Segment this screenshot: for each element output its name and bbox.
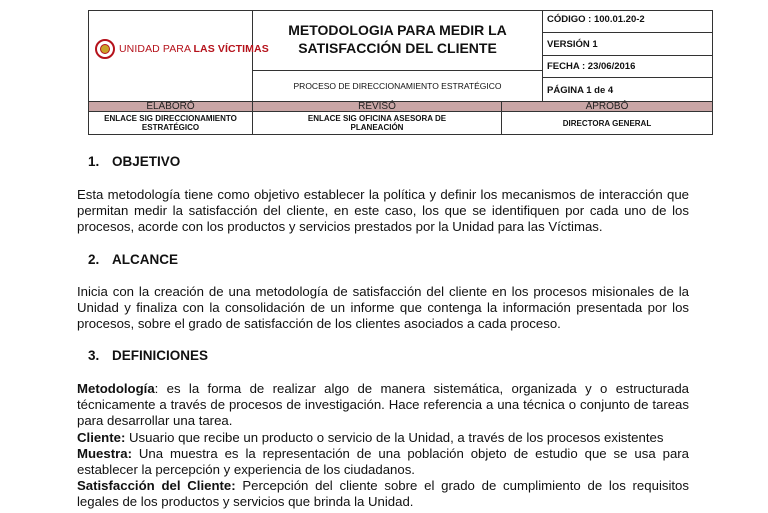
unidad-victimas-logo <box>95 39 269 59</box>
title-line-1: METODOLOGIA PARA MEDIR LA <box>288 22 507 38</box>
header-aprobo: APROBÓ <box>585 101 629 112</box>
definiciones-list <box>77 381 689 511</box>
aprobo-value: DIRECTORA GENERAL <box>562 118 652 128</box>
signature-header-row <box>89 101 712 112</box>
definition-item: Satisfacción del Cliente: Percepción del cliente sobre el grado de cumplimiento de los requisitos legales de los productos y servicios que brinda la Unidad. <box>77 478 689 510</box>
document-title <box>253 11 543 71</box>
document-date: FECHA : 23/06/2016 <box>543 56 712 78</box>
definition-item: Metodología: es la forma de realizar algo de manera sistemática, organizada y o estructurada técnicamente a través de procesos de investigación. Hace referencia a una técnica o conjunto de tareas para desarrollar una tarea. <box>77 381 689 429</box>
definition-item: Cliente: Usuario que recibe un producto o servicio de la Unidad, a través de los procesos existentes <box>77 429 664 445</box>
header-reviso: REVISÓ <box>253 102 502 111</box>
objetivo-paragraph: Esta metodología tiene como objetivo establecer la política y definir los mecanismos de interacción que permitan medir la satisfacción del cliente, en este caso, los que se identifiquen por cada uno de los procesos, acorde con los productos y servicios prestados por la Unidad para las Víctimas. <box>77 187 689 235</box>
document-code: CÓDIGO : 100.01.20-2 <box>543 11 712 33</box>
header-elaboro: ELABORÓ <box>89 102 253 111</box>
section-heading-alcance: 2. ALCANCE <box>88 252 178 267</box>
process-name: PROCESO DE DIRECCIONAMIENTO ESTRATÉGICO <box>253 71 543 101</box>
page-number: PÁGINA 1 de 4 <box>547 85 614 96</box>
alcance-paragraph: Inicia con la creación de una metodología de satisfacción del cliente en los procesos misionales de la Unidad y finaliza con la consolidación de un informe que contenga la información presentada por los procesos, sobre el grado de satisfacción de los clientes asociados a cada proceso. <box>77 284 689 332</box>
section-heading-objetivo: 1. OBJETIVO <box>88 154 181 169</box>
definition-item: Muestra: Una muestra es la representación de una población objeto de estudio que se usa para establecer la percepción y experiencia de los ciudadanos. <box>77 445 689 478</box>
logo-text: UNIDAD PARA LAS VÍCTIMAS <box>119 43 269 55</box>
section-heading-definiciones: 3. DEFINICIONES <box>88 348 209 363</box>
signature-values-row <box>89 112 712 134</box>
elaboro-value: ENLACE SIG DIRECCIONAMIENTO ESTRATÉGICO <box>89 112 253 134</box>
logo-cell <box>89 11 269 101</box>
document-header-table <box>88 10 713 135</box>
document-version: VERSIÓN 1 <box>543 33 712 56</box>
coat-of-arms-icon <box>95 39 115 59</box>
title-line-2: SATISFACCIÓN DEL CLIENTE <box>298 40 497 56</box>
reviso-value: ENLACE SIG OFICINA ASESORA DE PLANEACIÓN <box>253 112 502 134</box>
